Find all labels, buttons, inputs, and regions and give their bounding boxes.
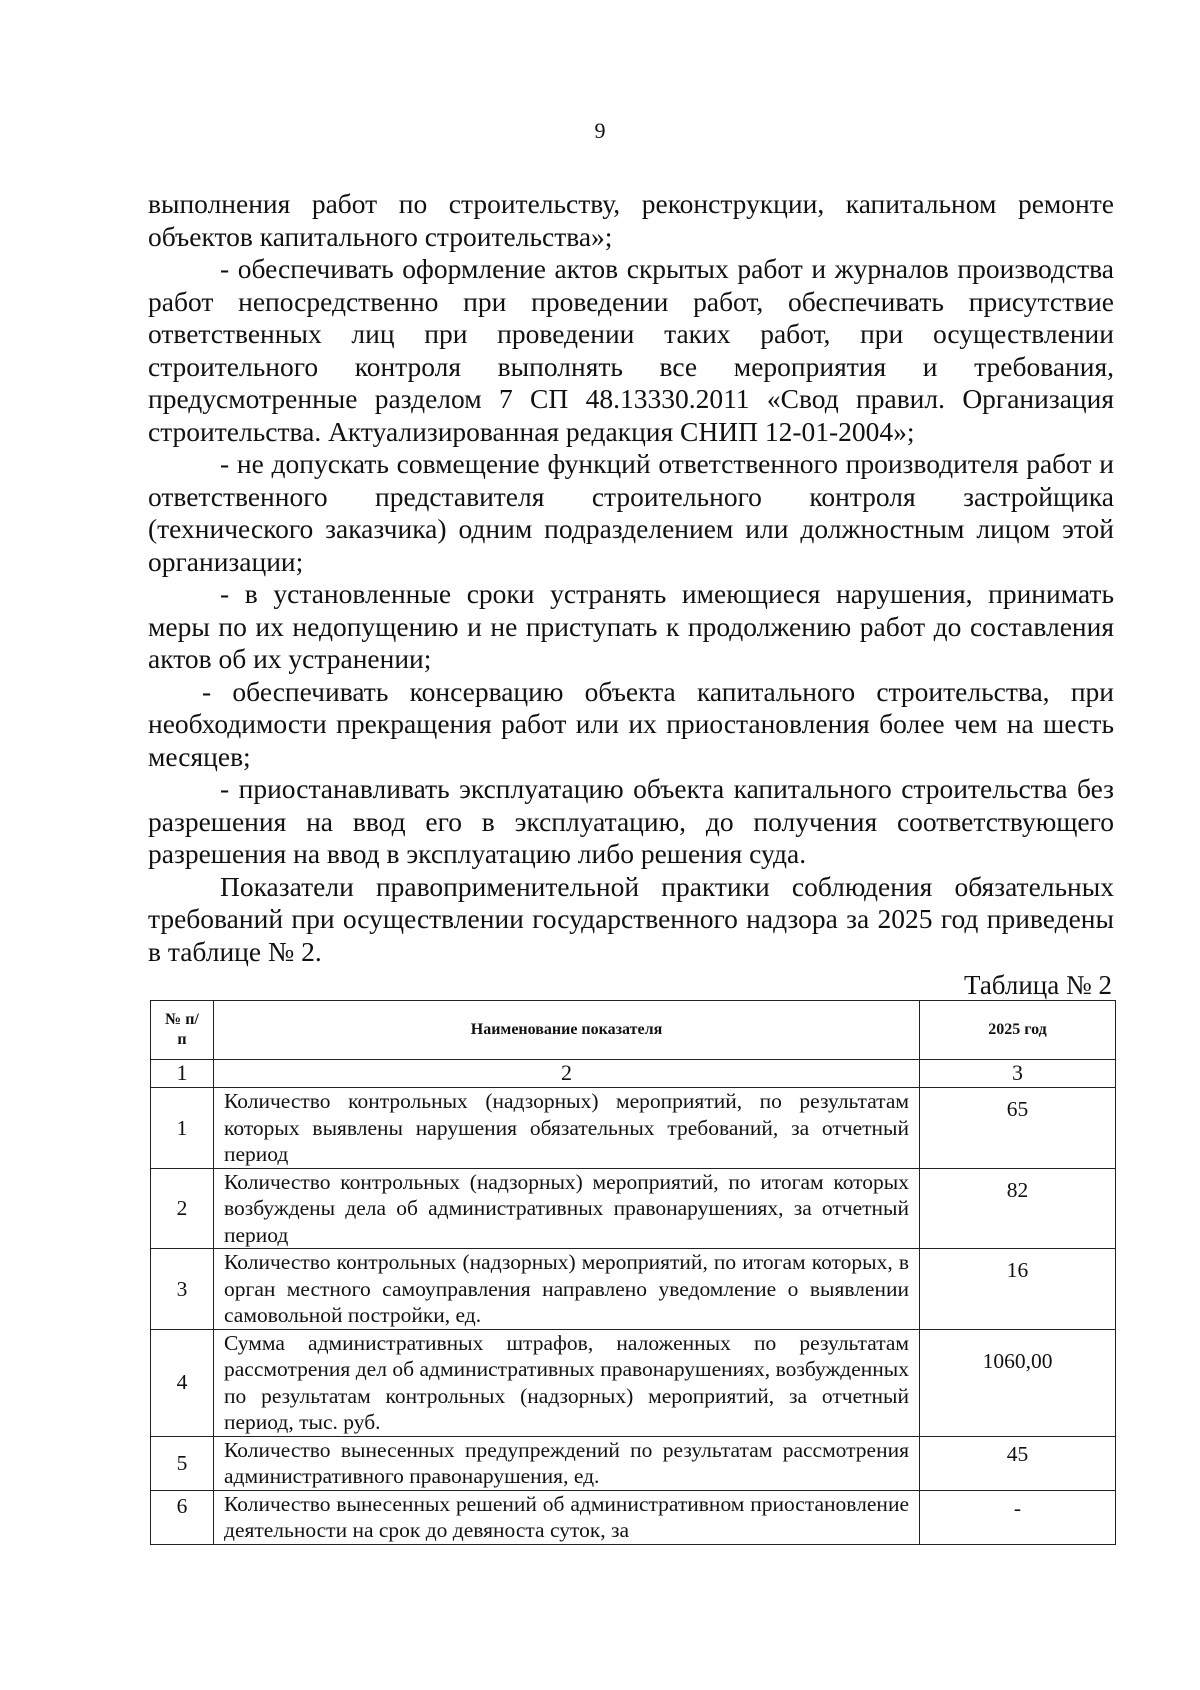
paragraph-bullet-suspend-operation: - приостанавливать эксплуатацию объекта капитального строительства без разрешения на ввод его в эксплуатацию, до получения соответствующего разрешения на ввод в эксплуатацию либо решения суда. (148, 773, 1114, 869)
paragraph-bullet-hidden-works: - обеспечивать оформление актов скрытых работ и журналов производства работ непосредственно при проведении работ, обеспечивать присутствие ответственных лиц при проведении таких работ, при осуществлении строительного контроля выполнять все мероприятия и требования, предусмотренные разделом 7 СП 48.13330.2011 «Свод правил. Организация строительства. Актуализированная редакция СНИП 12-01-2004»; (148, 253, 1114, 447)
table-row (151, 1329, 1116, 1436)
row-num: 2 (151, 1168, 214, 1249)
paragraph-continuation: выполнения работ по строительству, реконструкции, капитальном ремонте объектов капитального строительства»; (148, 188, 1114, 252)
table-row (151, 1168, 1116, 1249)
row-value: 65 (920, 1088, 1116, 1169)
header-num: № п/п (151, 1001, 214, 1060)
row-num: 4 (151, 1329, 214, 1436)
row-name: Количество контрольных (надзорных) мероприятий, по итогам которых возбуждены дела об административных правонарушениях, за отчетный период (214, 1168, 920, 1249)
header-value: 2025 год (920, 1001, 1116, 1060)
row-value: - (920, 1490, 1116, 1544)
row-name: Количество вынесенных предупреждений по результатам рассмотрения административного правонарушения, ед. (214, 1436, 920, 1490)
row-value: 45 (920, 1436, 1116, 1490)
index-cell: 2 (214, 1060, 920, 1088)
row-name: Количество вынесенных решений об административном приостановление деятельности на срок до девяноста суток, за (214, 1490, 920, 1544)
index-cell: 3 (920, 1060, 1116, 1088)
table-row (151, 1436, 1116, 1490)
page-number: 9 (594, 118, 606, 143)
index-cell: 1 (151, 1060, 214, 1088)
paragraph-indicators-intro: Показатели правоприменительной практики соблюдения обязательных требований при осуществлении государственного надзора за 2025 год приведены в таблице № 2. (148, 870, 1114, 967)
table-row (151, 1088, 1116, 1169)
paragraph-bullet-no-combining: - не допускать совмещение функций ответственного производителя работ и ответственного представителя строительного контроля застройщика (технического заказчика) одним подразделением или должностным лицом этой организации; (148, 448, 1114, 577)
table-index-row (151, 1060, 1116, 1088)
table-row (151, 1490, 1116, 1544)
row-name: Сумма административных штрафов, наложенных по результатам рассмотрения дел об административных правонарушениях, возбужденных по результатам контрольных (надзорных) мероприятий, за отчетный период, тыс. руб. (214, 1329, 920, 1436)
row-value: 16 (920, 1249, 1116, 1330)
row-num: 1 (151, 1088, 214, 1169)
row-num: 5 (151, 1436, 214, 1490)
body-text (148, 188, 1114, 968)
table-row (151, 1249, 1116, 1330)
header-name: Наименование показателя (214, 1001, 920, 1060)
row-num: 3 (151, 1249, 214, 1330)
indicators-table (150, 1000, 1116, 1545)
table-header-row (151, 1001, 1116, 1060)
paragraph-bullet-eliminate-violations: - в установленные сроки устранять имеющиеся нарушения, принимать меры по их недопущению и не приступать к продолжению работ до составления актов об их устранении; (148, 578, 1114, 674)
row-num: 6 (151, 1490, 214, 1544)
row-value: 1060,00 (920, 1329, 1116, 1436)
row-name: Количество контрольных (надзорных) мероприятий, по итогам которых, в орган местного самоуправления направлено уведомление о выявлении самовольной постройки, ед. (214, 1249, 920, 1330)
table-caption: Таблица № 2 (964, 970, 1112, 1000)
row-value: 82 (920, 1168, 1116, 1249)
row-name: Количество контрольных (надзорных) мероприятий, по результатам которых выявлены нарушения обязательных требований, за отчетный период (214, 1088, 920, 1169)
paragraph-bullet-conservation: - обеспечивать консервацию объекта капитального строительства, при необходимости прекращения работ или их приостановления более чем на шесть месяцев; (148, 675, 1114, 772)
